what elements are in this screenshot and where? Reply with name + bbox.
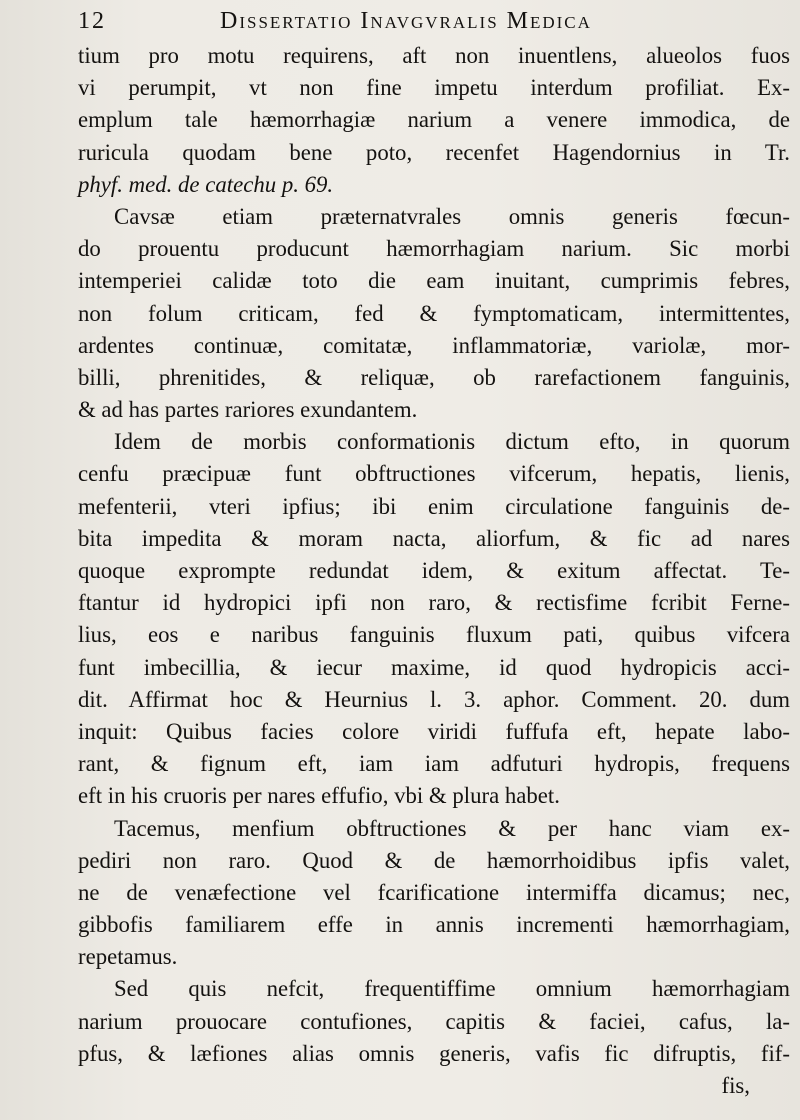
text-line: non folum criticam, fed & fymptomaticam, intermittentes, xyxy=(78,300,790,326)
text-line: narium prouocare contufiones, capitis & faciei, cafus, la- xyxy=(78,1008,790,1034)
text-line: repetamus. xyxy=(78,944,178,970)
text-line: do prouentu producunt hæmorrhagiam narium. Sic morbi xyxy=(78,236,790,262)
text-line: ardentes continuæ, comitatæ, inflammatoriæ, variolæ, mor- xyxy=(78,332,790,358)
page-number: 12 xyxy=(78,8,106,34)
text-line: dit. Affirmat hoc & Heurnius l. 3. aphor. Comment. 20. dum xyxy=(78,686,790,712)
catchword: fis, xyxy=(721,1073,750,1098)
text-line: emplum tale hæmorrhagiæ narium a venere immodica, de xyxy=(78,107,790,133)
text-line: vi perumpit, vt non fine impetu interdum profiliat. Ex- xyxy=(78,75,790,101)
text-line: ne de venæfectione vel fcarificatione intermiffa dicamus; nec, xyxy=(78,879,790,905)
text-line: inquit: Quibus facies colore viridi fuffufa eft, hepate labo- xyxy=(78,718,790,744)
text-line: phyf. med. de catechu p. 69. xyxy=(78,171,334,197)
text-line: & ad has partes rariores exundantem. xyxy=(78,397,418,423)
text-line: ftantur id hydropici ipfi non raro, & rectisfime fcribit Ferne- xyxy=(78,590,790,616)
text-line: cenfu præcipuæ funt obftructiones vifcerum, hepatis, lienis, xyxy=(78,461,790,487)
text-line: eft in his cruoris per nares effufio, vbi & plura habet. xyxy=(78,783,560,809)
running-title: Dissertatio Inavgvralis Medica xyxy=(220,8,592,34)
paragraph-start-line: Tacemus, menfium obftructiones & per hanc viam ex- xyxy=(114,815,790,841)
body-text xyxy=(78,40,790,1102)
paragraph-start-line: Idem de morbis conformationis dictum efto, in quorum xyxy=(114,429,790,455)
text-line: tium pro motu requirens, aft non inuentlens, alueolos fuos xyxy=(78,43,790,68)
text-line: bita impedita & moram nacta, aliorfum, & fic ad nares xyxy=(78,525,790,551)
text-line: intemperiei calidæ toto die eam inuitant, cumprimis febres, xyxy=(78,268,790,294)
text-line: ruricula quodam bene poto, recenfet Hagendornius in Tr. xyxy=(78,139,790,165)
text-line: pediri non raro. Quod & de hæmorrhoidibus ipfis valet, xyxy=(78,847,790,873)
paragraph-start-line: Cavsæ etiam præternatvrales omnis generis fœcun- xyxy=(114,203,790,229)
text-line: pfus, & læfiones alias omnis generis, vafis fic difruptis, fif- xyxy=(78,1040,790,1066)
text-line: billi, phrenitides, & reliquæ, ob rarefactionem fanguinis, xyxy=(78,364,790,390)
text-line: gibbofis familiarem effe in annis incrementi hæmorrhagiam, xyxy=(78,912,790,938)
text-line: mefenterii, vteri ipfius; ibi enim circulatione fanguinis de- xyxy=(78,493,790,519)
paragraph-start-line: Sed quis nefcit, frequentiffime omnium hæmorrhagiam xyxy=(114,976,790,1002)
text-line: funt imbecillia, & iecur maxime, id quod hydropicis acci- xyxy=(78,654,790,680)
text-line: rant, & fignum eft, iam iam adfuturi hydropis, frequens xyxy=(78,751,790,777)
text-line: quoque exprompte redundat idem, & exitum affectat. Te- xyxy=(78,558,790,583)
text-line: lius, eos e naribus fanguinis fluxum pati, quibus vifcera xyxy=(78,622,790,648)
running-head xyxy=(72,4,792,38)
